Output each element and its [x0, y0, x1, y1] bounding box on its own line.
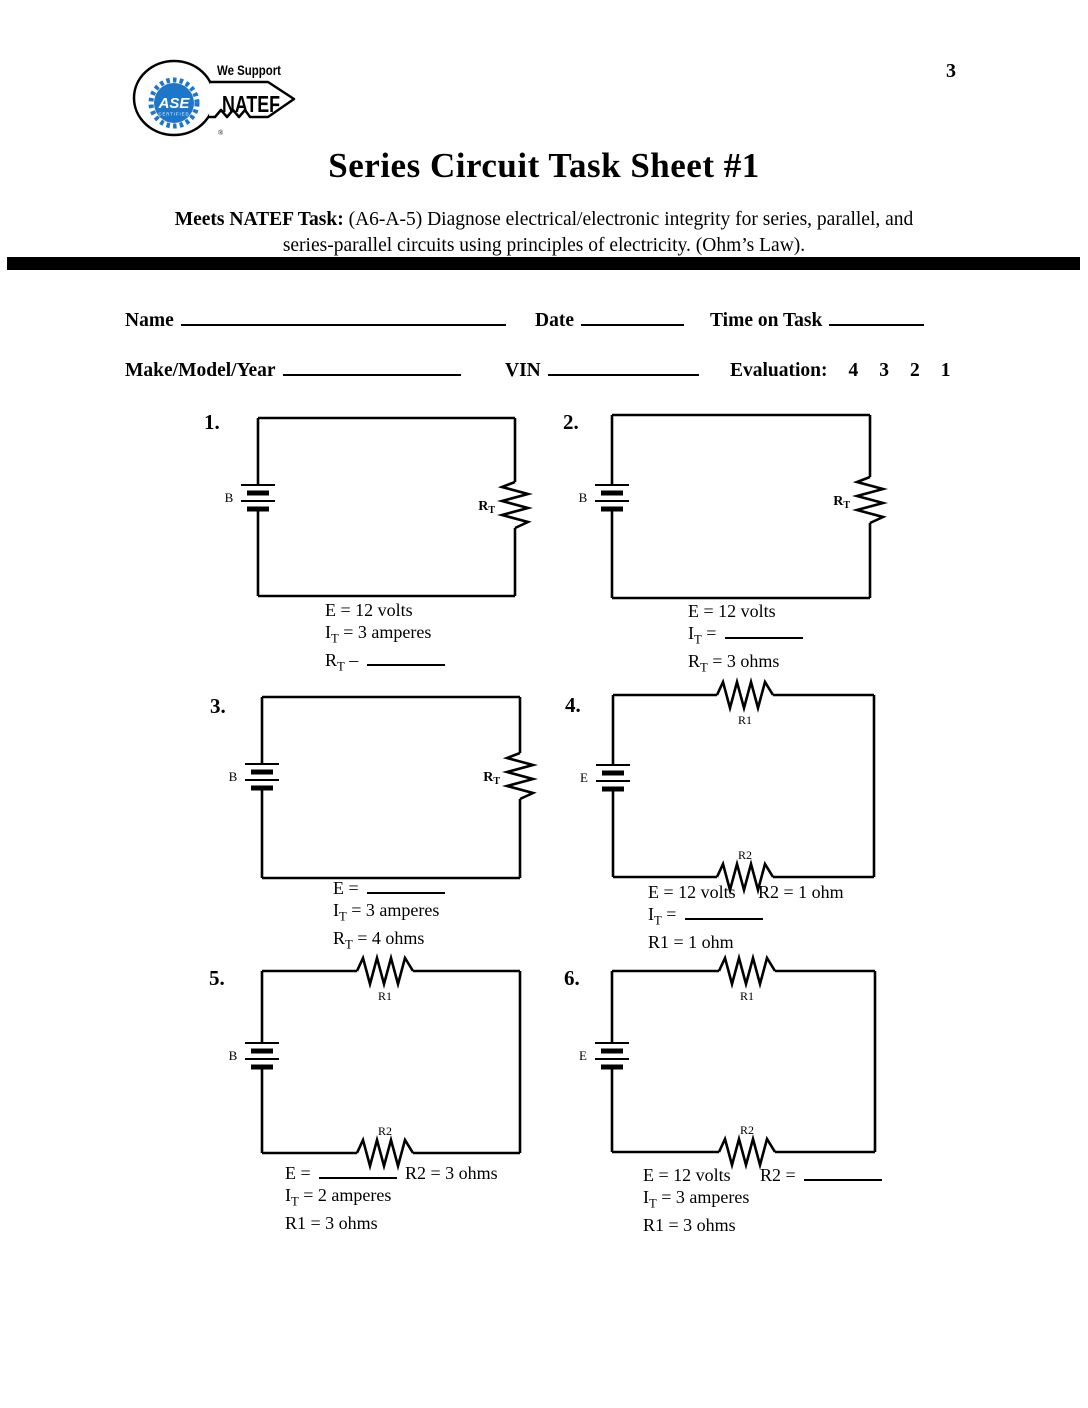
task-statement-line2: series-parallel circuits using principles of electricity. (Ohm’s Law).: [282, 235, 806, 256]
stat-line: [688, 622, 803, 647]
vin-label: VIN: [505, 360, 541, 381]
stat-value: 3 ohms: [445, 1163, 498, 1183]
stat-equals: =: [346, 899, 366, 920]
stat-line: [325, 621, 432, 646]
stat-equals: =: [298, 1184, 318, 1205]
resistor-r1-label: R1: [737, 713, 753, 727]
circuit-side-stat: [760, 1165, 882, 1187]
stat-line: [688, 601, 776, 621]
make-model-year-label: Make/Model/Year: [125, 360, 276, 381]
resistor-icon: [507, 753, 533, 799]
battery-icon: [245, 764, 279, 788]
resistor-label: $R_T$: [833, 494, 850, 511]
eval-score-1: 1: [940, 360, 951, 381]
ase-certified-text: CERTIFIED: [158, 111, 190, 117]
stat-equals: =: [338, 621, 358, 642]
resistor-icon: [502, 482, 528, 528]
circuit-stats: [285, 1163, 397, 1234]
natef-text: NATEF: [222, 91, 280, 117]
stat-quantity: R2: [760, 1165, 782, 1185]
stat-value: 12 volts: [355, 600, 413, 620]
stat-value: 2 amperes: [317, 1184, 392, 1205]
wire: [262, 697, 520, 878]
resistor-icon: [857, 477, 883, 523]
stat-equals: =: [661, 903, 681, 924]
circuit-side-stat: [758, 882, 844, 904]
stat-quantity: I: [643, 1186, 649, 1207]
stat-quantity: I: [648, 903, 654, 924]
resistor-r2-label: R2: [377, 1124, 393, 1138]
stat-equals: =: [344, 878, 364, 898]
stat-value: 4 ohms: [371, 927, 425, 948]
stat-quantity: R2: [405, 1163, 427, 1183]
stat-equals: =: [659, 882, 679, 902]
stat-value: 12 volts: [673, 1165, 731, 1185]
stat-value: 1 ohm: [688, 931, 734, 952]
resistor-r1-icon: [357, 958, 413, 984]
stat-line: [643, 1215, 736, 1235]
stat-subscript: T: [345, 937, 353, 952]
circuit-diagram: [212, 388, 541, 628]
registered-mark: ®: [218, 129, 224, 137]
battery-label: E: [580, 770, 588, 785]
stat-line: [333, 899, 440, 924]
stat-quantity: E: [333, 878, 344, 898]
stat-equals: =: [781, 1165, 801, 1185]
resistor-r2-label: R2: [739, 1123, 755, 1137]
stat-value: 3 ohms: [325, 1212, 378, 1233]
stat-line: [648, 882, 736, 902]
stat-subscript: T: [337, 659, 345, 674]
stat-value: 3 ohms: [726, 650, 780, 671]
stat-line: [285, 1213, 378, 1233]
stat-quantity: E: [648, 882, 659, 902]
stat-value: 1 ohm: [798, 882, 844, 902]
fill-in-blank: [725, 632, 803, 639]
stat-value: 12 volts: [678, 882, 736, 902]
battery-icon: [595, 485, 629, 509]
stat-subscript: T: [291, 1194, 299, 1209]
battery-label: B: [228, 1048, 238, 1063]
battery-label: B: [228, 769, 238, 784]
stat-quantity: E: [325, 600, 336, 620]
circuit-number: 3.: [210, 694, 226, 718]
fill-in-blank: [367, 887, 445, 894]
stat-value: 3 ohms: [683, 1214, 736, 1235]
wire: [612, 415, 870, 598]
evaluation-label: Evaluation:: [730, 360, 828, 381]
fill-in-blank: [367, 659, 445, 666]
battery-icon: [241, 485, 275, 509]
stat-quantity: I: [285, 1184, 291, 1205]
stat-equals: =: [707, 650, 727, 671]
stat-line: [760, 1165, 882, 1185]
circuit-number: 2.: [563, 410, 579, 434]
stat-quantity: R: [688, 650, 701, 671]
stat-line: [643, 1165, 731, 1185]
stat-quantity: I: [333, 899, 339, 920]
stat-line: [648, 903, 763, 928]
stat-line: [285, 1163, 397, 1183]
circuit-diagram: [216, 941, 546, 1185]
battery-icon: [595, 1043, 629, 1067]
date-label: Date: [535, 310, 574, 331]
stat-subscript: T: [339, 909, 347, 924]
stat-quantity: R2: [758, 882, 780, 902]
stat-equals: =: [656, 1186, 676, 1207]
resistor-r1-label: R1: [739, 989, 755, 1003]
page-number: 3: [946, 60, 956, 82]
circuit-stats: [643, 1165, 749, 1236]
circuit-diagram: [566, 941, 901, 1184]
stat-quantity: R1: [643, 1214, 665, 1235]
stat-equals: =: [336, 600, 356, 620]
stat-quantity: R1: [285, 1212, 307, 1233]
resistor-r1-icon: [719, 958, 775, 984]
eval-score-2: 2: [910, 360, 920, 381]
stat-value: 3 amperes: [357, 621, 432, 642]
circuit-side-stat: [405, 1163, 498, 1185]
stat-quantity: I: [325, 621, 331, 642]
stat-subscript: T: [694, 632, 702, 647]
resistor-r2-label: R2: [737, 848, 753, 862]
stat-quantity: E: [643, 1165, 654, 1185]
stat-line: [325, 600, 413, 620]
resistor-label: $R_T$: [483, 770, 500, 787]
battery-label: B: [578, 490, 588, 505]
stat-line: [643, 1186, 750, 1211]
stat-equals: =: [701, 622, 721, 643]
circuit-number: 6.: [564, 966, 580, 990]
stat-equals: =: [699, 601, 719, 621]
stat-value: 3 amperes: [675, 1186, 750, 1207]
stat-line: [285, 1184, 392, 1209]
stat-equals: =: [779, 882, 799, 902]
stat-quantity: R1: [648, 931, 670, 952]
stat-quantity: E: [688, 601, 699, 621]
stat-equals: =: [426, 1163, 446, 1183]
stat-equals: =: [306, 1212, 326, 1233]
stat-equals: =: [352, 927, 372, 948]
task-statement-bold: Meets NATEF Task:: [174, 209, 344, 230]
wire: [258, 418, 515, 596]
stat-equals: =: [664, 1214, 684, 1235]
circuit-diagram: [566, 385, 896, 630]
stat-line: [333, 878, 445, 898]
circuit-loop: [262, 697, 533, 878]
resistor-r1-label: R1: [377, 989, 393, 1003]
battery-icon: [245, 1043, 279, 1067]
we-support-text: We Support: [217, 62, 282, 78]
circuit-number: 4.: [565, 693, 581, 717]
name-label: Name: [125, 310, 174, 331]
circuit-diagram: [567, 665, 900, 909]
resistor-r2-icon: [719, 1139, 775, 1165]
stat-quantity: R: [333, 927, 346, 948]
ase-text: ASE: [158, 95, 190, 112]
battery-icon: [596, 765, 630, 789]
stat-value: 3 amperes: [365, 899, 440, 920]
stat-value: 12 volts: [718, 601, 776, 621]
fill-in-blank: [685, 913, 763, 920]
time-on-task-label: Time on Task: [710, 310, 823, 331]
resistor-label: $R_T$: [478, 499, 495, 516]
stat-quantity: R: [325, 649, 338, 670]
stat-subscript: T: [649, 1196, 657, 1211]
stat-line: [758, 882, 844, 902]
stat-subscript: T: [654, 913, 662, 928]
fill-in-blank: [319, 1172, 397, 1179]
stat-equals: =: [296, 1163, 316, 1183]
eval-score-3: 3: [879, 360, 890, 381]
stat-equals: =: [654, 1165, 674, 1185]
circuit-diagram: [216, 667, 546, 910]
circuit-number: 5.: [209, 966, 225, 990]
stat-subscript: T: [331, 631, 339, 646]
stat-equals: –: [344, 649, 363, 670]
stat-equals: =: [669, 931, 689, 952]
stat-line: [405, 1163, 498, 1183]
page-title: Series Circuit Task Sheet #1: [328, 146, 760, 185]
resistor-r1-icon: [717, 682, 773, 708]
stat-quantity: E: [285, 1163, 296, 1183]
battery-label: B: [224, 490, 234, 505]
circuit-number: 1.: [204, 410, 220, 434]
fill-in-blank: [804, 1174, 882, 1181]
battery-label: E: [579, 1048, 587, 1063]
stat-subscript: T: [700, 660, 708, 675]
task-statement-line1: (A6-A-5) Diagnose electrical/electronic integrity for series, parallel, and: [343, 209, 914, 230]
eval-score-4: 4: [848, 360, 859, 381]
stat-quantity: I: [688, 622, 694, 643]
